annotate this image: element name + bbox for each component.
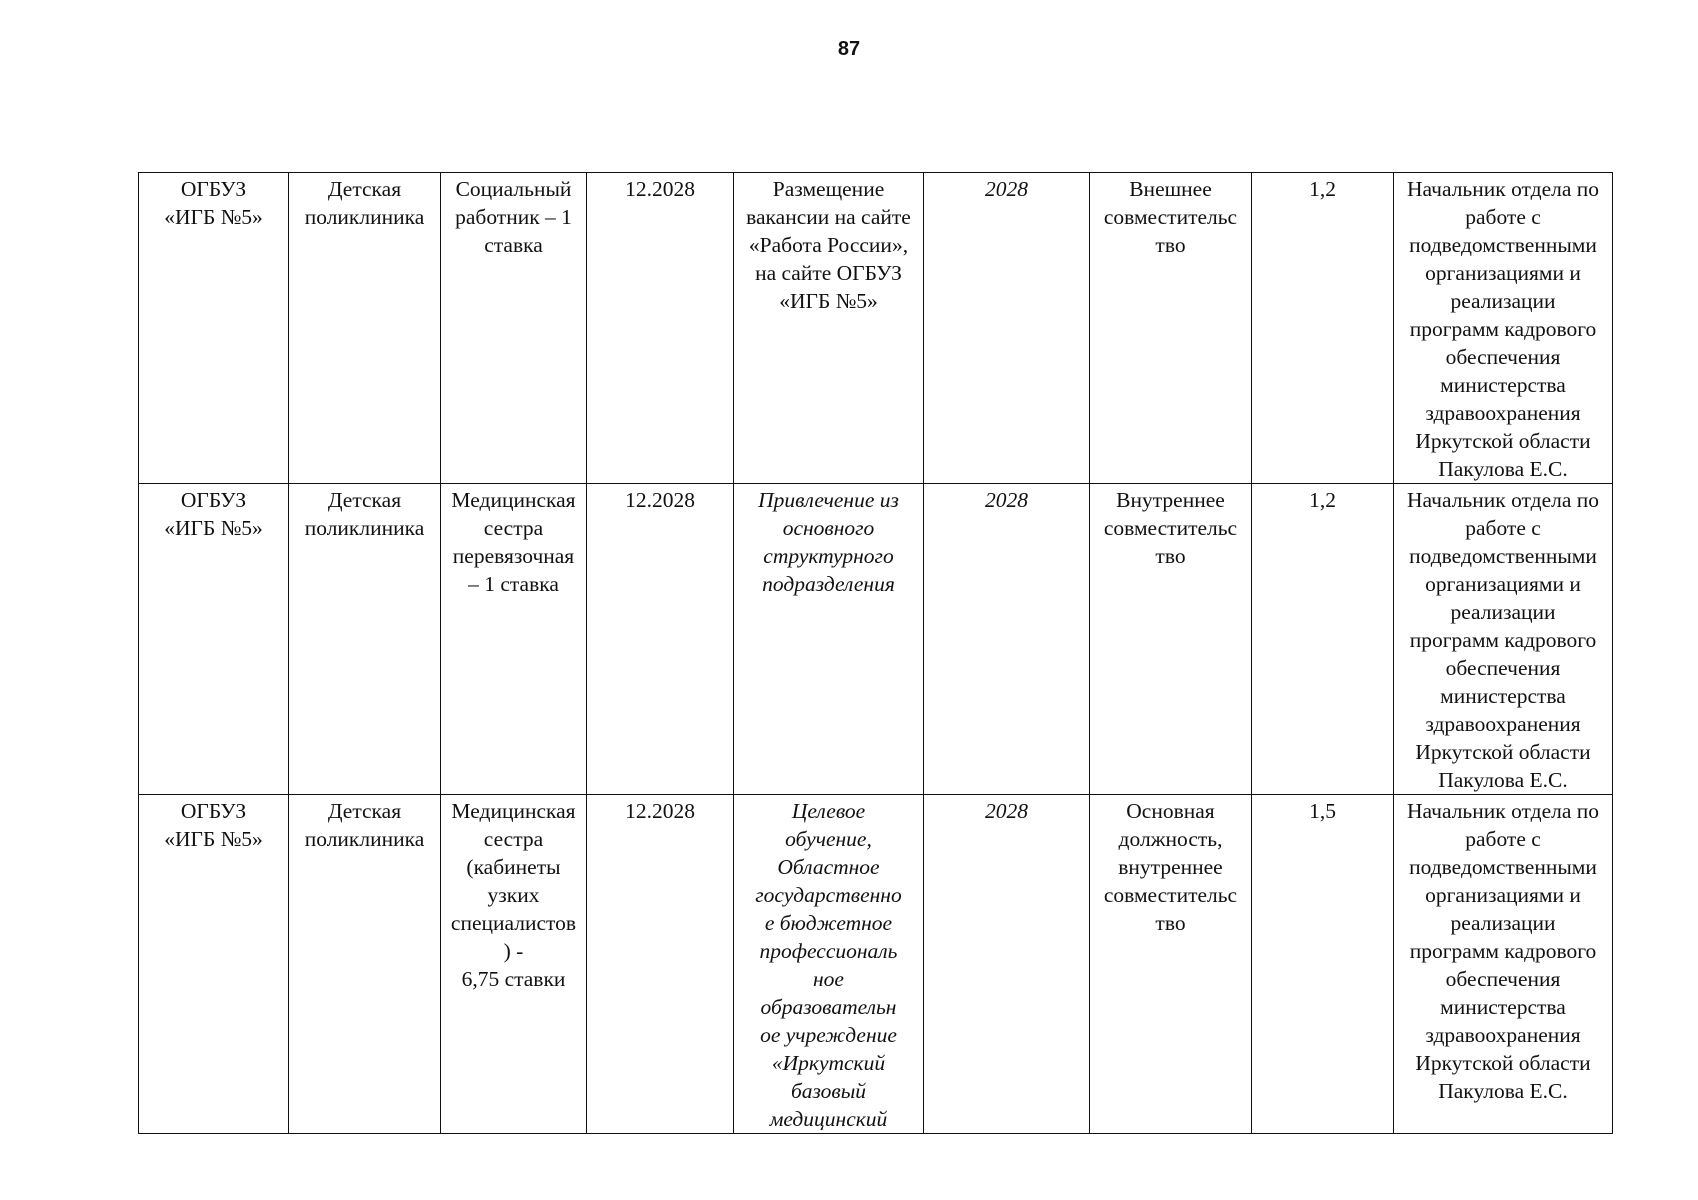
department-cell: Детская поликлиника <box>289 484 441 795</box>
responsible-cell: Начальник отдела по работе с подведомственными организациями и реализации программ кадрового обеспечения министерства здравоохранения Иркутской области Пакулова Е.С. <box>1394 795 1613 1134</box>
org-cell: ОГБУЗ «ИГБ №5» <box>139 484 289 795</box>
date-cell: 12.2028 <box>587 173 734 484</box>
org-cell: ОГБУЗ «ИГБ №5» <box>139 173 289 484</box>
year-cell: 2028 <box>924 173 1090 484</box>
table-row <box>139 484 1613 795</box>
position-cell: Медицинская сестра перевязочная – 1 ставка <box>441 484 587 795</box>
page-number: 87 <box>837 38 861 60</box>
position-cell: Медицинская сестра (кабинеты узких специалистов ) - 6,75 ставки <box>441 795 587 1134</box>
responsible-cell: Начальник отдела по работе с подведомственными организациями и реализации программ кадрового обеспечения министерства здравоохранения Иркутской области Пакулова Е.С. <box>1394 173 1613 484</box>
method-cell: Размещение вакансии на сайте «Работа России», на сайте ОГБУЗ «ИГБ №5» <box>734 173 924 484</box>
employment-cell: Основная должность, внутреннее совместительс тво <box>1090 795 1252 1134</box>
table-row <box>139 795 1613 1134</box>
employment-cell: Внешнее совместительс тво <box>1090 173 1252 484</box>
method-cell: Целевое обучение, Областное государственно е бюджетное профессиональ ное образовательн ое учреждение «Иркутский базовый медицинский <box>734 795 924 1134</box>
method-cell: Привлечение из основного структурного подразделения <box>734 484 924 795</box>
department-cell: Детская поликлиника <box>289 173 441 484</box>
date-cell: 12.2028 <box>587 795 734 1134</box>
rate-cell: 1,2 <box>1252 484 1394 795</box>
employment-cell: Внутреннее совместительс тво <box>1090 484 1252 795</box>
table-row <box>139 173 1613 484</box>
rate-cell: 1,5 <box>1252 795 1394 1134</box>
date-cell: 12.2028 <box>587 484 734 795</box>
rate-cell: 1,2 <box>1252 173 1394 484</box>
year-cell: 2028 <box>924 795 1090 1134</box>
department-cell: Детская поликлиника <box>289 795 441 1134</box>
staffing-plan-table <box>138 172 1613 1134</box>
year-cell: 2028 <box>924 484 1090 795</box>
position-cell: Социальный работник – 1 ставка <box>441 173 587 484</box>
org-cell: ОГБУЗ «ИГБ №5» <box>139 795 289 1134</box>
responsible-cell: Начальник отдела по работе с подведомственными организациями и реализации программ кадрового обеспечения министерства здравоохранения Иркутской области Пакулова Е.С. <box>1394 484 1613 795</box>
